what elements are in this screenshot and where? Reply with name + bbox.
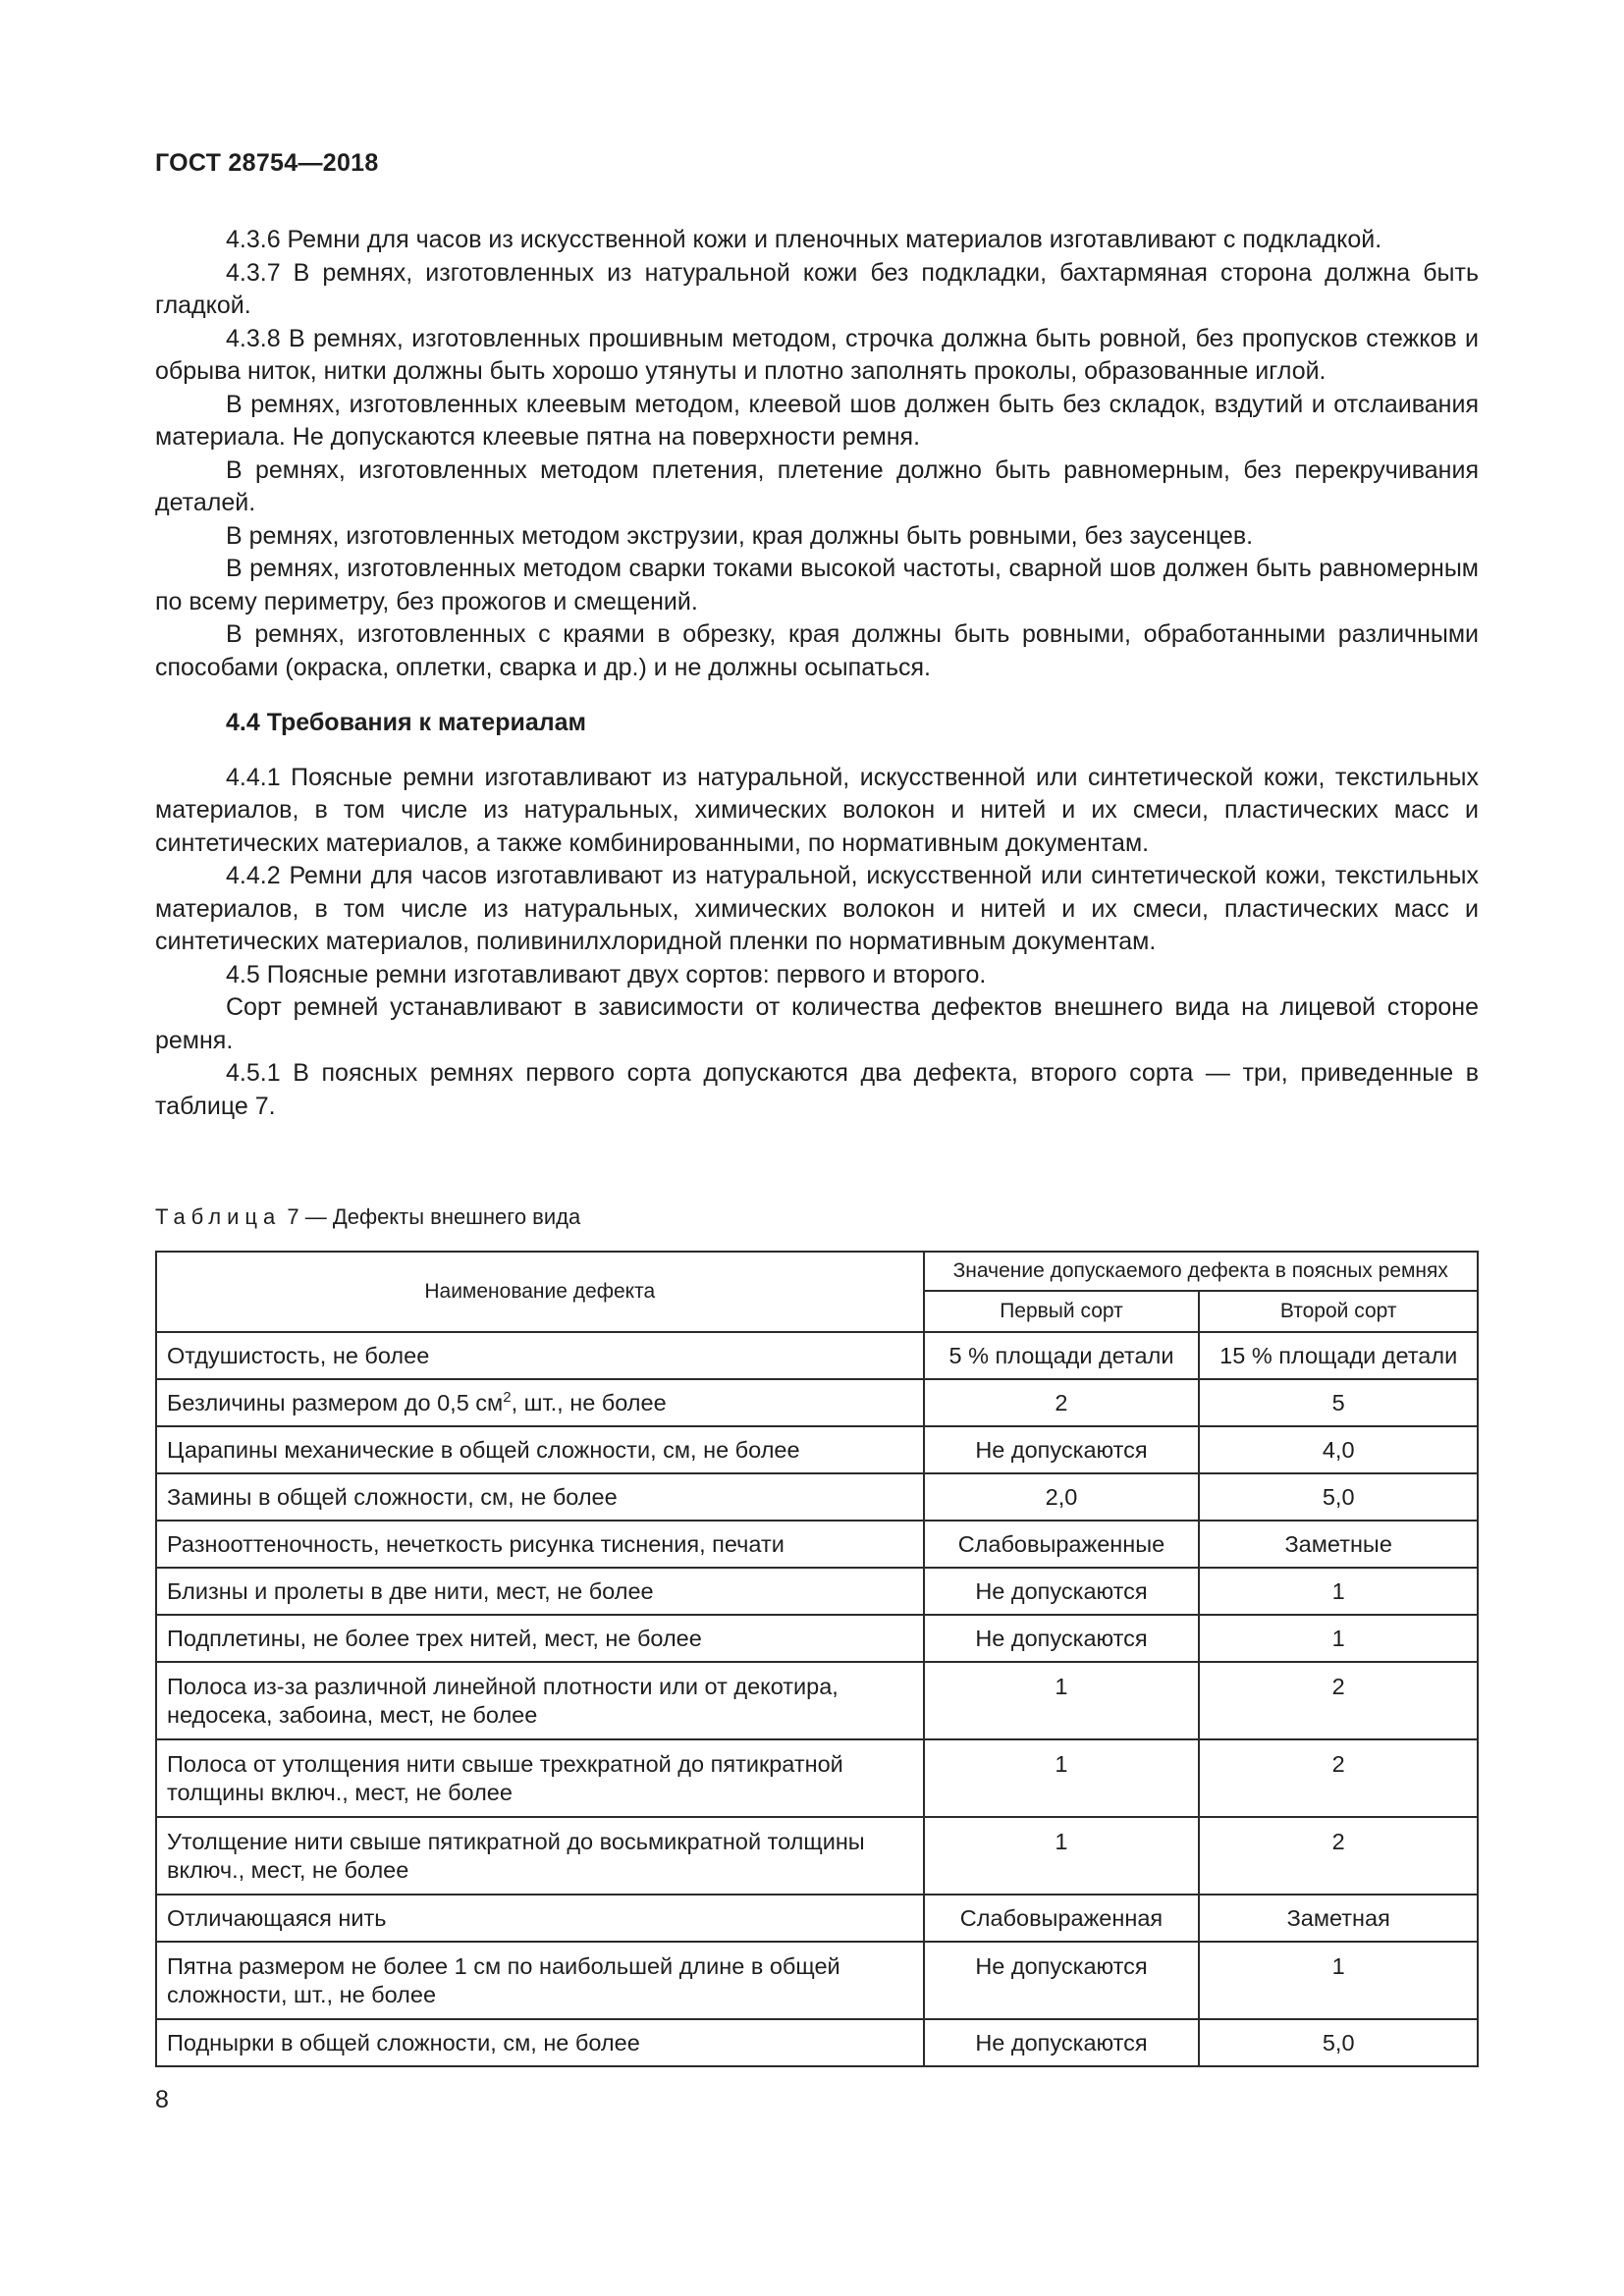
defect-name: Полоса из-за различной линейной плотности или от декотира, недосека, забоина, мест, не более	[156, 1662, 924, 1739]
second-grade-value: 2	[1199, 1662, 1478, 1739]
defect-name: Утолщение нити свыше пятикратной до восьмикратной толщины включ., мест, не более	[156, 1817, 924, 1895]
table-row	[156, 1426, 1478, 1473]
document-code-header: ГОСТ 28754—2018	[155, 149, 379, 177]
paragraph-4-3-7: 4.3.7 В ремнях, изготовленных из натуральной кожи без подкладки, бахтармяная сторона должна быть гладкой.	[155, 258, 1479, 319]
paragraph-weaving-method: В ремнях, изготовленных методом плетения, плетение должно быть равномерным, без перекручивания деталей.	[155, 455, 1479, 516]
first-grade-value: 1	[924, 1739, 1200, 1817]
first-grade-value: 1	[924, 1817, 1200, 1895]
table-caption-title: 7 — Дефекты внешнего вида	[281, 1204, 581, 1229]
first-grade-value: Слабовыраженная	[924, 1895, 1200, 1942]
second-grade-value: 1	[1199, 1942, 1478, 2019]
second-grade-value: Заметные	[1199, 1521, 1478, 1568]
table-row	[156, 1739, 1478, 1817]
defect-name-text: Безличины размером до 0,5 см	[167, 1390, 504, 1415]
first-grade-value: Слабовыраженные	[924, 1521, 1200, 1568]
header-second-grade: Второй сорт	[1199, 1291, 1478, 1332]
second-grade-value: 2	[1199, 1817, 1478, 1895]
header-first-grade: Первый сорт	[924, 1291, 1200, 1332]
paragraph-glue-method: В ремнях, изготовленных клеевым методом, клеевой шов должен быть без складок, вздутий и отслаивания материала. Не допускаются клеевые пятна на поверхности ремня.	[155, 390, 1479, 451]
second-grade-value: 1	[1199, 1615, 1478, 1662]
defect-name: Разнооттеночность, нечеткость рисунка тиснения, печати	[156, 1521, 924, 1568]
table-row	[156, 1895, 1478, 1942]
table-caption	[155, 1204, 580, 1230]
second-grade-value: 5	[1199, 1379, 1478, 1426]
defect-name	[156, 1379, 924, 1426]
table-row	[156, 2019, 1478, 2066]
defects-table	[155, 1251, 1479, 2067]
first-grade-value: Не допускаются	[924, 1942, 1200, 2019]
second-grade-value: 1	[1199, 1568, 1478, 1615]
defect-name-text-tail: , шт., не более	[511, 1390, 667, 1415]
paragraph-grade: Сорт ремней устанавливают в зависимости от количества дефектов внешнего вида на лицевой стороне ремня.	[155, 993, 1479, 1054]
paragraph-cut-edges: В ремнях, изготовленных с краями в обрезку, края должны быть ровными, обработанными различными способами (окраска, оплетки, сварка и др.) и не должны осыпаться.	[155, 620, 1479, 681]
second-grade-value: 4,0	[1199, 1426, 1478, 1473]
defect-name: Подплетины, не более трех нитей, мест, не более	[156, 1615, 924, 1662]
second-grade-value: 5,0	[1199, 2019, 1478, 2066]
table-row	[156, 1942, 1478, 2019]
table-row	[156, 1332, 1478, 1379]
first-grade-value: 2,0	[924, 1473, 1200, 1521]
paragraph-4-4-1: 4.4.1 Поясные ремни изготавливают из натуральной, искусственной или синтетической кожи, текстильных материалов, в том числе из натуральных, химических волокон и нитей и их смеси, пластических масс и синтетических материалов, а также комбинированными, по нормативным документам.	[155, 763, 1479, 857]
superscript: 2	[503, 1389, 512, 1407]
table-caption-word: Таблица	[155, 1204, 282, 1229]
first-grade-value: Не допускаются	[924, 1568, 1200, 1615]
first-grade-value: 1	[924, 1662, 1200, 1739]
table-row	[156, 1521, 1478, 1568]
table-row	[156, 1379, 1478, 1426]
paragraph-4-3-6: 4.3.6 Ремни для часов из искусственной кожи и пленочных материалов изготавливают с подкладкой.	[226, 226, 1382, 253]
first-grade-value: 2	[924, 1379, 1200, 1426]
second-grade-value: 5,0	[1199, 1473, 1478, 1521]
first-grade-value: Не допускаются	[924, 1615, 1200, 1662]
table-row	[156, 1473, 1478, 1521]
paragraph-4-5-1: 4.5.1 В поясных ремнях первого сорта допускаются два дефекта, второго сорта — три, приведенные в таблице 7.	[155, 1059, 1479, 1120]
paragraph-4-4-2: 4.4.2 Ремни для часов изготавливают из натуральной, искусственной или синтетической кожи, текстильных материалов, в том числе из натуральных, химических волокон и нитей и их смеси, пластических масс и синтетических материалов, поливинилхлоридной пленки по нормативным документам.	[155, 862, 1479, 955]
second-grade-value: 2	[1199, 1739, 1478, 1817]
first-grade-value: 5 % площади детали	[924, 1332, 1200, 1379]
section-title-4-4: 4.4 Требования к материалам	[226, 709, 587, 736]
table-row	[156, 1615, 1478, 1662]
defect-name: Пятна размером не более 1 см по наибольшей длине в общей сложности, шт., не более	[156, 1942, 924, 2019]
first-grade-value: Не допускаются	[924, 1426, 1200, 1473]
defect-name: Поднырки в общей сложности, см, не более	[156, 2019, 924, 2066]
body-text	[155, 224, 1479, 1123]
paragraph-extrusion-method: В ремнях, изготовленных методом экструзии, края должны быть ровными, без заусенцев.	[226, 521, 1254, 550]
page-number: 8	[155, 2086, 169, 2113]
second-grade-value: 15 % площади детали	[1199, 1332, 1478, 1379]
defect-name: Отличающаяся нить	[156, 1895, 924, 1942]
defect-name: Замины в общей сложности, см, не более	[156, 1473, 924, 1521]
first-grade-value: Не допускаются	[924, 2019, 1200, 2066]
header-defect-name: Наименование дефекта	[156, 1252, 924, 1332]
table-row	[156, 1662, 1478, 1739]
second-grade-value: Заметная	[1199, 1895, 1478, 1942]
paragraph-4-3-8: 4.3.8 В ремнях, изготовленных прошивным методом, строчка должна быть ровной, без пропусков стежков и обрыва ниток, нитки должны быть хорошо утянуты и плотно заполнять проколы, образованные иглой.	[155, 324, 1479, 385]
defect-name: Отдушистость, не более	[156, 1332, 924, 1379]
header-allowed-value: Значение допускаемого дефекта в поясных ремнях	[924, 1252, 1478, 1291]
table-row	[156, 1568, 1478, 1615]
table-row	[156, 1817, 1478, 1895]
paragraph-hf-welding-method: В ремнях, изготовленных методом сварки токами высокой частоты, сварной шов должен быть равномерным по всему периметру, без прожогов и смещений.	[155, 555, 1479, 615]
paragraph-4-5: 4.5 Поясные ремни изготавливают двух сортов: первого и второго.	[226, 960, 987, 988]
defect-name: Близны и пролеты в две нити, мест, не более	[156, 1568, 924, 1615]
defect-name: Царапины механические в общей сложности, см, не более	[156, 1426, 924, 1473]
defect-name: Полоса от утолщения нити свыше трехкратной до пятикратной толщины включ., мест, не более	[156, 1739, 924, 1817]
